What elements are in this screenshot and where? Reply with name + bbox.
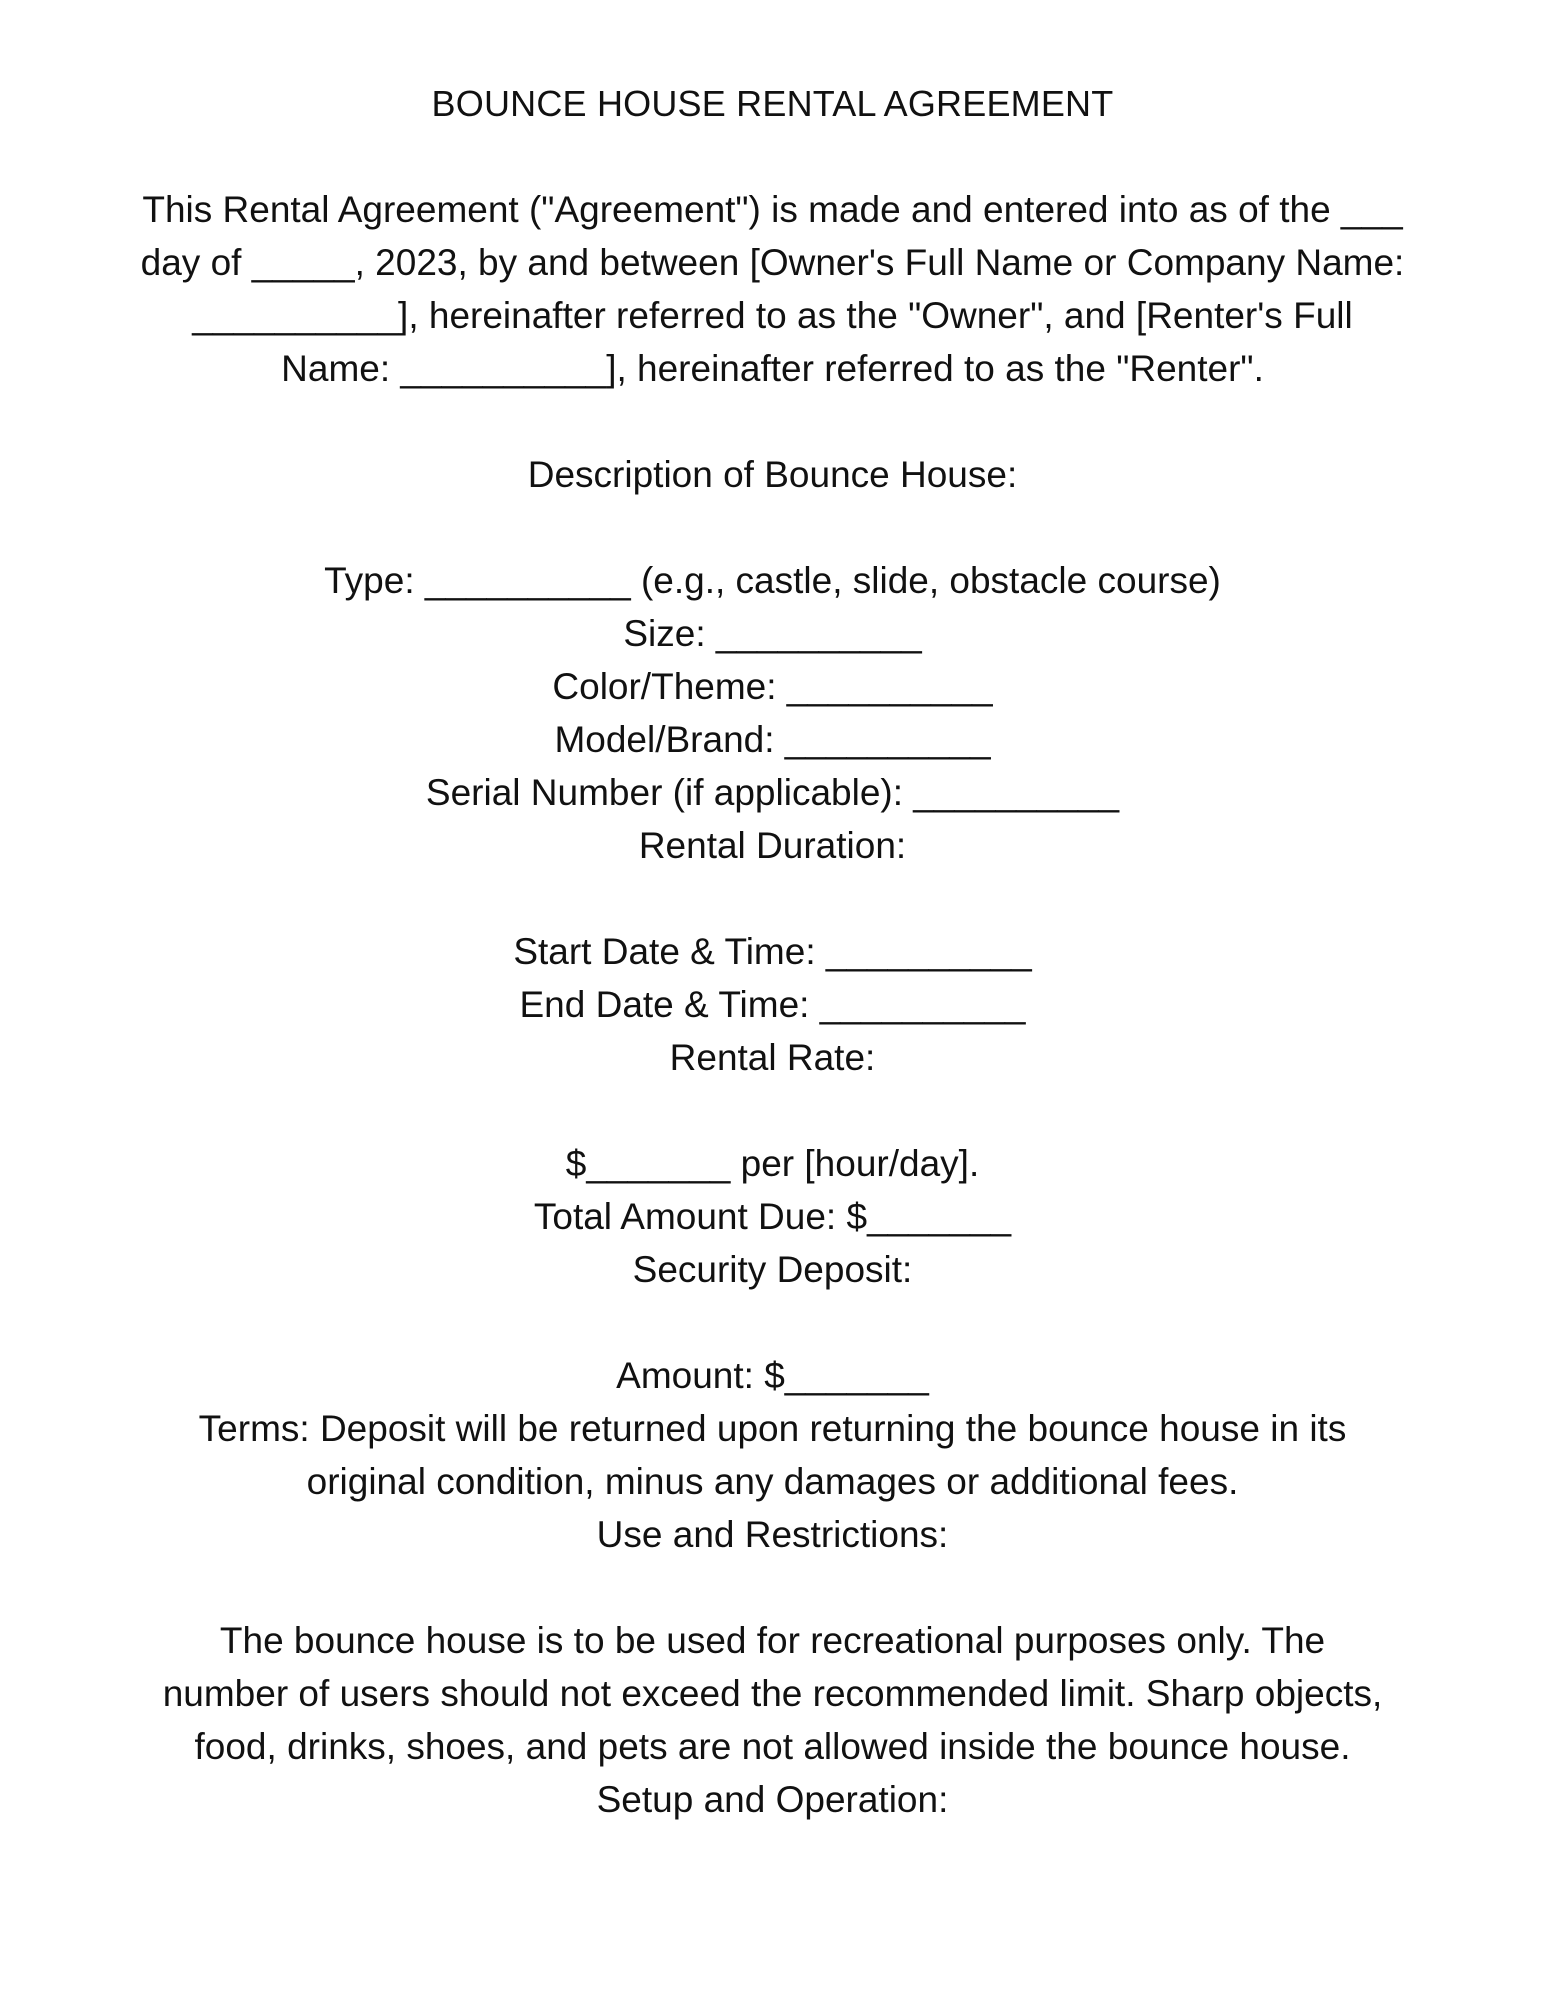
use-line-1: The bounce house is to be used for recreational purposes only. The xyxy=(219,1620,1326,1661)
spacer xyxy=(80,501,1465,554)
spacer xyxy=(80,1084,1465,1137)
spacer xyxy=(80,1561,1465,1614)
intro-line-1: This Rental Agreement ("Agreement") is made and entered into as of the ___ xyxy=(142,189,1403,230)
duration-fields xyxy=(80,925,1465,1084)
color-theme-field: Color/Theme: __________ xyxy=(552,666,993,707)
deposit-terms-line-1: Terms: Deposit will be returned upon returning the bounce house in its xyxy=(198,1408,1347,1449)
spacer xyxy=(80,872,1465,925)
deposit-amount-field: Amount: $_______ xyxy=(616,1355,929,1396)
spacer xyxy=(80,1296,1465,1349)
intro-line-2: day of _____, 2023, by and between [Owner's Full Name or Company Name: xyxy=(140,242,1405,283)
total-amount-field: Total Amount Due: $_______ xyxy=(533,1196,1012,1237)
rental-duration-heading: Rental Duration: xyxy=(638,825,907,866)
use-line-3: food, drinks, shoes, and pets are not allowed inside the bounce house. xyxy=(194,1726,1351,1767)
intro-paragraph xyxy=(80,183,1465,395)
use-restrictions-heading: Use and Restrictions: xyxy=(596,1514,949,1555)
use-line-2: number of users should not exceed the recommended limit. Sharp objects, xyxy=(162,1673,1383,1714)
rate-field: $_______ per [hour/day]. xyxy=(565,1143,980,1184)
spacer xyxy=(80,395,1465,448)
type-field: Type: __________ (e.g., castle, slide, obstacle course) xyxy=(324,560,1221,601)
serial-number-field: Serial Number (if applicable): __________ xyxy=(425,772,1120,813)
rate-fields xyxy=(80,1137,1465,1296)
description-fields xyxy=(80,554,1465,872)
document-title: BOUNCE HOUSE RENTAL AGREEMENT xyxy=(431,83,1114,124)
rental-rate-heading: Rental Rate: xyxy=(669,1037,876,1078)
start-date-field: Start Date & Time: __________ xyxy=(513,931,1032,972)
security-deposit-heading: Security Deposit: xyxy=(632,1249,913,1290)
model-brand-field: Model/Brand: __________ xyxy=(554,719,991,760)
setup-operation-heading: Setup and Operation: xyxy=(596,1779,949,1820)
use-paragraph xyxy=(80,1614,1465,1826)
intro-line-4: Name: __________], hereinafter referred to as the "Renter". xyxy=(281,348,1264,389)
deposit-fields xyxy=(80,1349,1465,1561)
size-field: Size: __________ xyxy=(623,613,922,654)
end-date-field: End Date & Time: __________ xyxy=(519,984,1026,1025)
intro-line-3: __________], hereinafter referred to as the "Owner", and [Renter's Full xyxy=(192,295,1353,336)
description-heading: Description of Bounce House: xyxy=(527,454,1018,495)
deposit-terms-line-2: original condition, minus any damages or additional fees. xyxy=(306,1461,1239,1502)
